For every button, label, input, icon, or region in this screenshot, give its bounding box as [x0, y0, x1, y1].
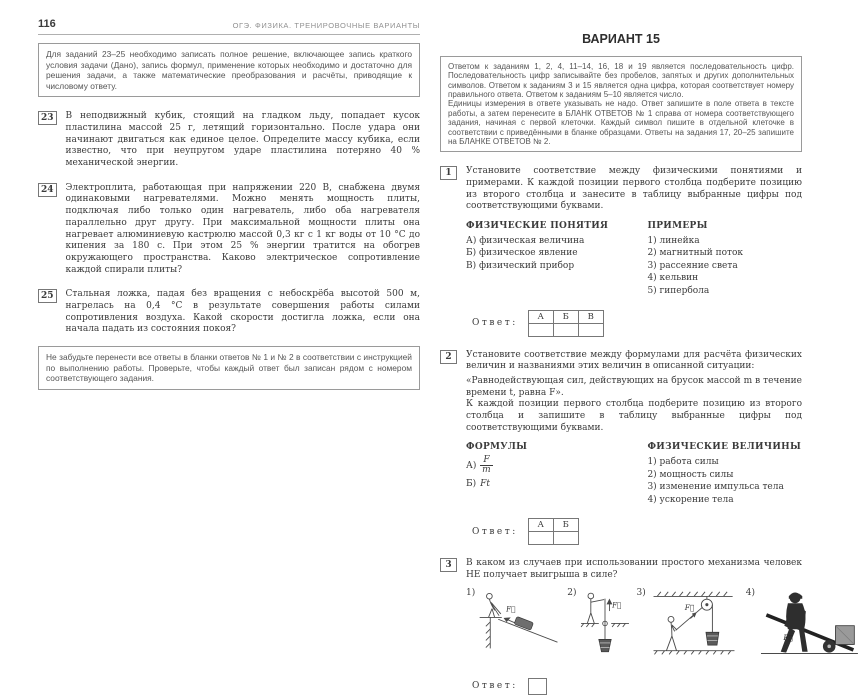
formula-b-expression: Ft [480, 478, 490, 489]
variant-title: ВАРИАНТ 15 [582, 32, 660, 46]
task-3-answer-row [472, 678, 802, 695]
formula-a [466, 456, 647, 476]
task-3-number: 3 [440, 558, 457, 572]
force-vector-label: F⃗ [611, 600, 621, 610]
instructions-paragraph-1: Ответом к заданиям 1, 2, 4, 11–14, 16, 18 и 19 является последовательность цифр. Последовательность цифр записывайте без пробелов, запятых и других дополнительных символов. Ответом к заданиям 3 и 15 является одна цифра, которая соответствует номеру правильного ответа. Ответом к заданиям 5–10 является число. [448, 62, 794, 100]
concept-item: Б) физическое явление [466, 248, 578, 259]
task-1-matching-columns [466, 220, 802, 298]
task-3-text: В каком из случаев при использовании простого механизма человек НЕ получает выигрыша в силе? [466, 558, 802, 581]
task-2-text: Установите соответствие между формулами для расчёта физических величин и названиями этих величин в описанной ситуации: [466, 349, 802, 372]
force-vector-label: F⃗ [783, 632, 793, 642]
instructions-paragraph-2: Единицы измерения в ответе указывать не надо. Ответ запишите в поле ответа в тексте работы, а затем перенесите в БЛАНК ОТВЕТОВ № 1 справа от номера соответствующего задания, начиная с первой клеточки. Каждый символ пишите в отдельной клеточке в соответствии с приведёнными в бланке образцами. Ответы на задания 17, 20–25 запишите на БЛАНКЕ ОТВЕТОВ № 2. [448, 99, 794, 146]
option-1-label: 1) [466, 587, 476, 598]
task-1-answer-row [472, 310, 802, 337]
option-4 [746, 588, 861, 658]
well-pulley-figure [579, 588, 631, 666]
task-23-text: В неподвижный кубик, стоящий на гладком льду, попадает кусок пластилина массой 25 г, летящий горизонтально. После удара они начинают двигаться как единое целое. Определите массу кубика, если известно, что при неупругом ударе пластилина потеряно 40 % механической энергии. [65, 111, 420, 169]
concept-item: А) физическая величина [466, 235, 585, 246]
task-1-number: 1 [440, 166, 457, 180]
examples-column-header: ПРИМЕРЫ [647, 220, 708, 231]
task-25-text: Стальная ложка, падая без вращения с небоскрёба высотой 500 м, нагрелась на 0,4 °С в результате совершения работы силами сопротивления воздуха. Какой скорости достигла ложка, если она начала падать из состояния покоя? [65, 289, 420, 335]
option-2 [567, 588, 630, 666]
force-vector-label: F⃗ [506, 603, 516, 613]
task-2-matching-columns [466, 441, 802, 506]
task-2-answer-table [528, 518, 579, 545]
task-2 [440, 350, 802, 546]
page-left [38, 18, 420, 390]
example-item: 5) гипербола [647, 285, 710, 296]
task-25-number: 25 [38, 289, 57, 303]
quantities-column-header: ФИЗИЧЕСКИЕ ВЕЛИЧИНЫ [647, 442, 802, 453]
task-2-quote: «Равнодействующая сил, действующих на брусок массой m в течение времени t, равна F». [466, 375, 802, 398]
option-1 [466, 588, 561, 654]
answer-instructions-note [440, 56, 802, 152]
answer-label: Ответ: [472, 681, 518, 692]
page-header [38, 18, 420, 35]
quantity-item: 4) ускорение тела [647, 494, 734, 505]
task-3-answer-box [528, 678, 547, 695]
answer-table-header-cell: А [528, 310, 553, 323]
solution-requirements-note: Для заданий 23–25 необходимо записать полное решение, включающее запись краткого условия задачи (Дано), запись формул, применение которых необходимо и достаточно для решения задачи, а также математические преобразования и расчёты, приводящие к числовому ответу. [38, 43, 420, 97]
answer-table-empty-cell [553, 323, 578, 336]
option-2-label: 2) [567, 587, 577, 598]
example-item: 1) линейка [647, 235, 700, 246]
formulas-column-header: ФОРМУЛЫ [466, 442, 528, 453]
answer-table-header-cell: Б [553, 519, 578, 532]
wheelbarrow-lever-figure [757, 588, 861, 658]
ceiling-pulley-figure [648, 588, 740, 660]
task-1 [440, 166, 802, 336]
answer-table-header-cell: А [528, 519, 553, 532]
example-item: 3) рассеяние света [647, 260, 738, 271]
concept-item: В) физический прибор [466, 260, 575, 271]
task-2-number: 2 [440, 350, 457, 364]
transfer-answers-reminder: Не забудьте перенести все ответы в бланки ответов № 1 и № 2 в соответствии с инструкцией по выполнению работы. Проверьте, чтобы каждый ответ был записан рядом с номером соответствующего задания. [38, 346, 420, 390]
task-1-text: Установите соответствие между физическими понятиями и примерами. К каждой позиции первого столбца подберите позицию из второго столбца и занесите в таблицу выбранные цифры под соответствующими буквами. [466, 166, 802, 212]
task-2-text-2: К каждой позиции первого столбца подберите позицию из второго столбца и запишите в таблицу выбранные цифры под соответствующими буквами. [466, 399, 802, 433]
answer-label: Ответ: [472, 526, 518, 537]
formula-b-label: Б) [466, 478, 477, 489]
fraction-F-over-m: $\frac{F}{m}$ [482, 454, 491, 476]
running-header: ОГЭ. ФИЗИКА. ТРЕНИРОВОЧНЫЕ ВАРИАНТЫ [232, 21, 420, 30]
option-3-label: 3) [636, 587, 646, 598]
answer-table-empty-cell [528, 532, 553, 545]
answer-table-empty-cell [578, 323, 603, 336]
answer-table-empty-cell [553, 532, 578, 545]
answer-label: Ответ: [472, 318, 518, 329]
page-right [440, 18, 802, 695]
quantity-item: 1) работа силы [647, 456, 719, 467]
inclined-plane-figure [477, 588, 561, 654]
task-3 [440, 558, 802, 694]
task-25 [38, 289, 420, 336]
task-3-figures [466, 588, 802, 666]
task-24 [38, 183, 420, 277]
example-item: 2) магнитный поток [647, 248, 744, 259]
example-item: 4) кельвин [647, 273, 699, 284]
task-1-answer-table [528, 310, 604, 337]
option-4-label: 4) [745, 587, 755, 598]
task-23 [38, 111, 420, 169]
quantity-item: 2) мощность силы [647, 469, 734, 480]
answer-table-header-cell: Б [553, 310, 578, 323]
answer-table-header-cell: В [578, 310, 603, 323]
task-23-number: 23 [38, 111, 57, 125]
page-number: 116 [38, 18, 56, 30]
answer-table-empty-cell [528, 323, 553, 336]
quantity-item: 3) изменение импульса тела [647, 482, 784, 493]
concepts-column-header: ФИЗИЧЕСКИЕ ПОНЯТИЯ [466, 220, 609, 231]
task-24-number: 24 [38, 183, 57, 197]
task-2-answer-row [472, 518, 802, 545]
option-3 [637, 588, 740, 660]
force-vector-label: F⃗ [684, 602, 695, 612]
formula-b [466, 478, 647, 491]
formula-a-label: А) [466, 460, 477, 471]
task-24-text: Электроплита, работающая при напряжении 220 В, снабжена двумя одинаковыми нагревателями. Можно менять мощность плиты, подключая либо только один нагреватель, либо оба нагревателя параллельно друг другу. При максимальной мощности плиты она нагревает алюминиевую кастрюлю массой 0,3 кг с 1 кг воды от 10 °С до кипения за 180 с. При этом 25 % энергии тратится на обогрев окружающего пространства. Каково электрическое сопротивление каждой спирали плиты? [65, 182, 420, 275]
